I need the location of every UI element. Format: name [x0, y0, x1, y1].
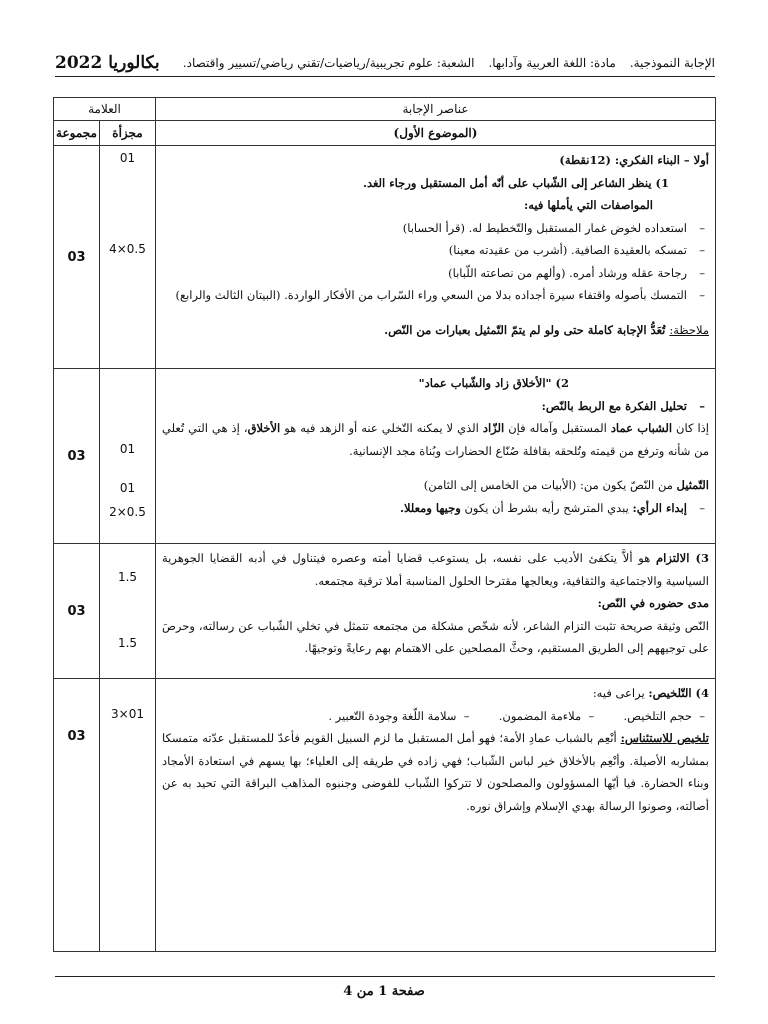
note-text: تُعَدُّ الإجابة كاملة حتى ولو لم يتمّ التّمثيل بعبارات من النّص. [384, 322, 670, 337]
mark-value: 2×0.5 [109, 505, 146, 519]
presence-paragraph: النّص وثيقة صريحة تثبت التزام الشاعر، لأنه شخّص مشكلة من مجتمعه تتمثل في تخلي الشّباب عن رسالته، وحرصَ على توجيههم إلى الطريق المستقيم، وحثَّ المصلحين على الاهتمام بهم رعايةً وتوجيهًا. [162, 618, 709, 655]
section-heading: أولا – البناء الفكري: (12نقطة) [559, 153, 709, 167]
section-2-marks [100, 369, 156, 544]
sample-summary: تلخيص للاستئناس: أنْعِم بالشباب عمادِ الأمة؛ فهو أمل المستقبل ما لزم السبيل القويم فأعدّ للمستقبل عدّته متمسكا بمشاربه الأصيلة. وأنْعِم بالأخلاق خير لباس الشّباب؛ فهي زاده في طريقه إلى العلياء؛ بها يسهم في استعادة الأمجاد وبناء الحضارة. فيا أيّها المسؤولون والمصلحون لا تتركوا الشّباب للفوضى وجنبوه المذاهب البراقة التي تحيد به عن أصالته، وصونوا الرسالة بهدي الإسلام وإشراق نوره. [162, 731, 709, 813]
answer-elements-header: عناصر الإجابة [156, 98, 716, 121]
section-3-content [156, 544, 716, 679]
note [162, 319, 709, 342]
list-item: – رجاحة عقله ورشاد أمره. (وألهم من نصاعته اللّبابا) [162, 262, 709, 285]
commitment-paragraph: 3) الالتزام هو ألاَّ يتكفئ الأديب على نفسه، بل يستوعب قضايا أمته وعصره فيتناول في أدبه القضايا الجوهرية السياسية والاجتماعية والثقافية، ويعالجها مقترحا الحلول المناسبة أملا ترقية مجتمعه. [162, 551, 709, 588]
total-header: مجموعة [54, 121, 100, 146]
section-1-marks [100, 146, 156, 369]
question-1: 1) ينظر الشاعر إلى الشّباب على أنّه أمل المستقبل ورجاء الغد. [362, 175, 669, 190]
page-header [55, 50, 715, 77]
section-1-row [54, 146, 716, 369]
analysis-paragraph: إذا كان الشباب عماد المستقبل وآماله فإن الزّاد الذي لا يمكنه التّخلي عنه أو الزهد فيه هو الأخلاق، إذ هي التي تُعلي من شأنه وترفع من قيمته وتُلحقه بقافلة صُنّاع الحضارات وبُناة مجد الإنسانية. [162, 421, 709, 458]
list-item: – التمسك بأصوله واقتفاء سيرة أجداده بدلا من السعي وراء السّراب من الأفكار الواردة. (البيتان الثالث والرابع) [162, 284, 709, 307]
mark-header: العلامة [54, 98, 156, 121]
section-3-row [54, 544, 716, 679]
subject: مادة: اللغة العربية وآدابها. [488, 56, 616, 70]
analysis-title: – تحليل الفكرة مع الربط بالنّص: [162, 395, 709, 418]
header-info [183, 56, 715, 70]
section-4-content [156, 679, 716, 952]
note-label: ملاحظة: [669, 322, 709, 337]
topic-subtitle: (الموضوع الأول) [156, 121, 716, 146]
footer-divider [55, 976, 715, 977]
mark-value: 01 [119, 442, 136, 456]
page-number: صفحة 1 من 4 [343, 984, 425, 999]
mark-value: 01 [119, 151, 136, 165]
mark-value: 1.5 [117, 570, 138, 584]
list-item: – استعداده لخوض غمار المستقبل والتّخطيط له. (قرأ الحسابا) [162, 217, 709, 240]
presence-title: مدى حضوره في النّص: [597, 596, 709, 610]
example-line: التّمثيل من النّصّ يكون من: (الأبيات من الخامس إلى الثامن) [423, 478, 709, 492]
section-1-total: 03 [54, 146, 100, 369]
section-4-total: 03 [54, 679, 100, 952]
mark-value: 01 [119, 481, 136, 495]
streams: الشعبة: علوم تجريبية/رياضيات/تقني رياضي/تسيير واقتصاد. [182, 56, 475, 70]
mark-value: 3×01 [111, 707, 144, 721]
specs-title: المواصفات التي يأملها فيه: [523, 198, 653, 212]
section-4-row [54, 679, 716, 952]
partial-header: مجزأة [100, 121, 156, 146]
mark-value: 4×0.5 [109, 242, 146, 256]
section-4-marks [100, 679, 156, 952]
list-item: – تمسكه بالعقيدة الصافية. (أشرب من عقيدته معينا) [162, 239, 709, 262]
doc-type: الإجابة النموذجية. [629, 56, 715, 70]
section-2-total: 03 [54, 369, 100, 544]
section-2-content [156, 369, 716, 544]
section-3-marks [100, 544, 156, 679]
answer-table [53, 97, 716, 952]
opinion-line: – إبداء الرأي: يبدي المترشح رأيه بشرط أن يكون وجيها ومعللا. [162, 497, 709, 520]
section-2-row [54, 369, 716, 544]
summary-title: 4) التّلخيص: يراعى فيه: [592, 686, 709, 700]
section-3-total: 03 [54, 544, 100, 679]
section-1-content [156, 146, 716, 369]
mark-value: 1.5 [117, 636, 138, 650]
summary-criteria: – حجم التلخيص. – ملاءمة المضمون. – سلامة اللّغة وجودة التّعبير . [328, 708, 705, 723]
question-2: 2) "الأخلاق زاد والشّباب عماد" [418, 376, 569, 390]
exam-year: بكالوريا 2022 [55, 53, 160, 73]
